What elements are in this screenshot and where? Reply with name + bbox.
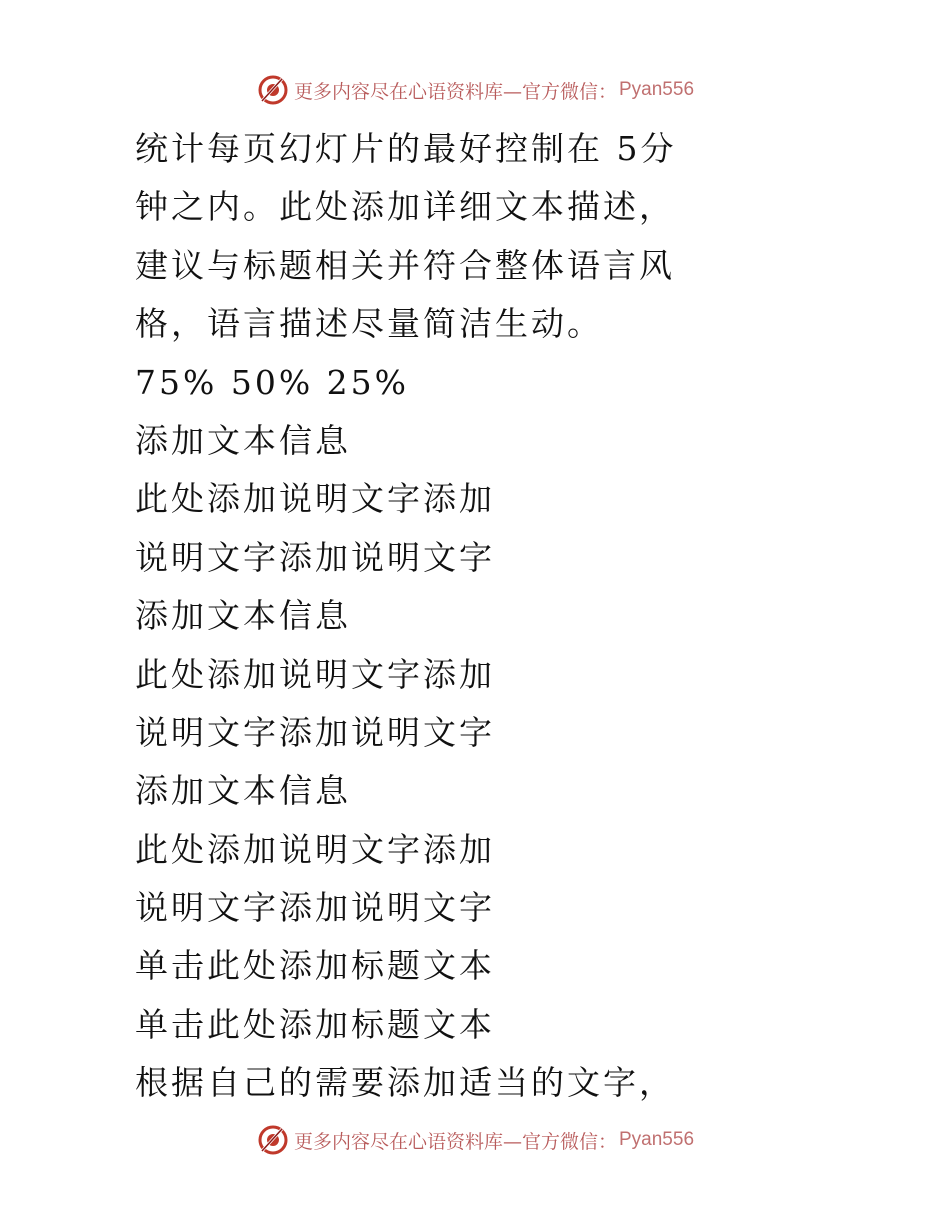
body-line: 说明文字添加说明文字 <box>135 712 495 752</box>
brand-logo-icon <box>256 73 290 107</box>
header-banner-inner <box>256 73 694 107</box>
body-line: 说明文字添加说明文字 <box>135 537 495 577</box>
body-line: 此处添加说明文字添加 <box>135 654 495 694</box>
body-line: 根据自己的需要添加适当的文字， <box>135 1063 675 1103</box>
footer-banner-text: 更多内容尽在心语资料库—官方微信： <box>293 1130 617 1153</box>
body-line: 钟之内。此处添加详细文本描述， <box>135 187 675 227</box>
footer-banner <box>0 1120 950 1160</box>
body-line: 添加文本信息 <box>135 596 351 636</box>
body-line: 此处添加说明文字添加 <box>135 829 495 869</box>
body-line: 统计每页幻灯片的最好控制在 5分 <box>135 129 677 168</box>
body-line: 添加文本信息 <box>135 420 351 460</box>
body-line: 此处添加说明文字添加 <box>135 479 495 519</box>
body-line: 添加文本信息 <box>135 771 351 811</box>
footer-banner-inner <box>256 1123 694 1157</box>
body-line: 单击此处添加标题文本 <box>135 946 495 986</box>
body-line: 建议与标题相关并符合整体语言风 <box>135 245 675 285</box>
body-line: 格，语言描述尽量简洁生动。 <box>135 304 603 344</box>
body-line: 单击此处添加标题文本 <box>135 1004 495 1044</box>
header-banner <box>0 70 950 110</box>
body-line: 75% 50% 25% <box>135 362 410 402</box>
brand-logo-icon <box>256 1123 290 1157</box>
header-banner-text: 更多内容尽在心语资料库—官方微信： <box>293 80 617 103</box>
body-line: 说明文字添加说明文字 <box>135 888 495 928</box>
document-body <box>135 120 855 1113</box>
header-wechat-id: Pyan556 <box>619 79 695 100</box>
footer-wechat-id: Pyan556 <box>619 1129 695 1150</box>
